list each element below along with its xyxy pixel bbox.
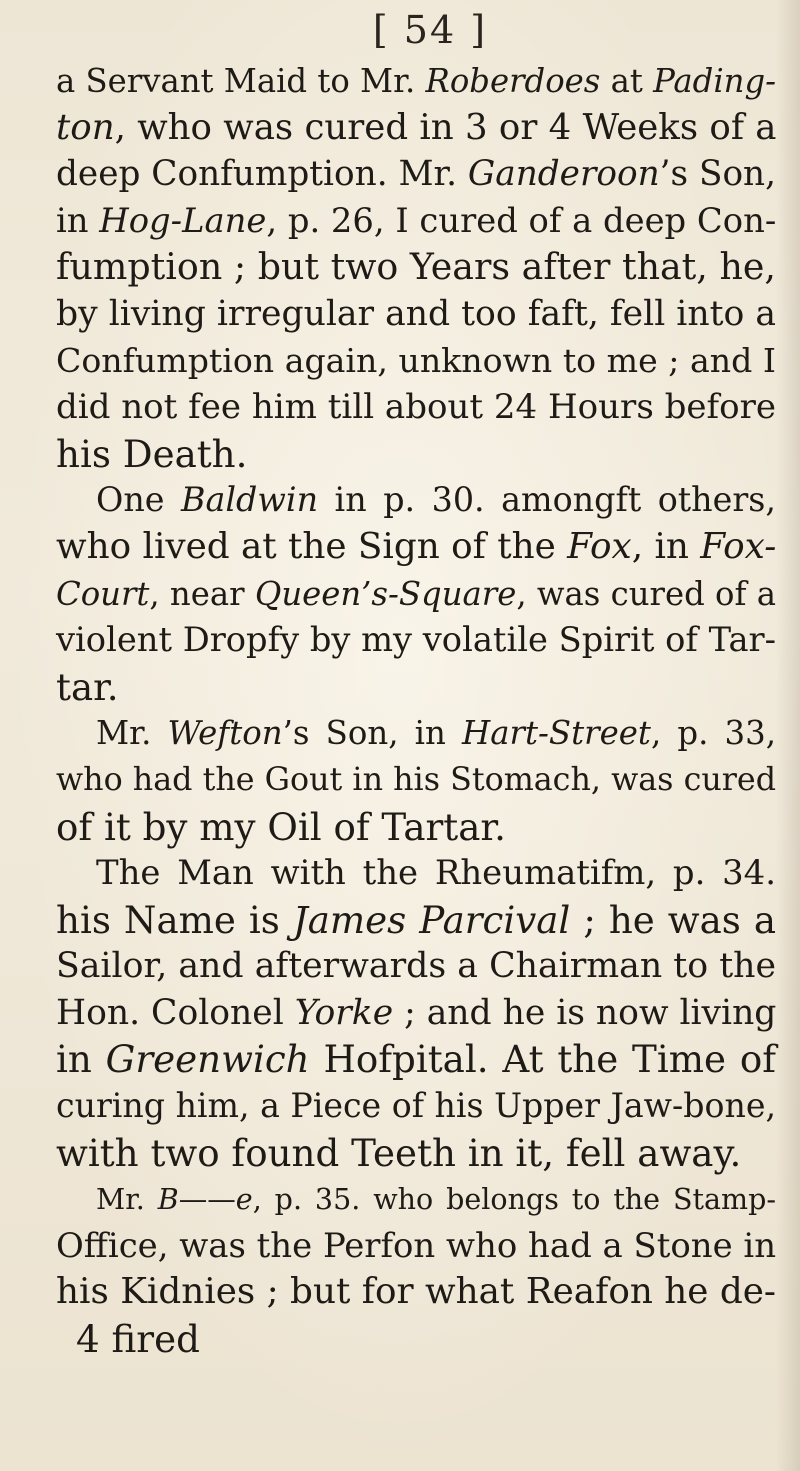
text-segment: Confumption again, unknown to me ; and I (56, 340, 776, 380)
italic-segment: Court (56, 574, 150, 613)
italic-segment: Ganderoon (467, 154, 660, 195)
text-line (56, 58, 776, 105)
text-line (56, 384, 776, 431)
text-segment: in (56, 200, 100, 240)
italic-segment: Yorke (294, 992, 394, 1033)
text-segment: at (600, 62, 654, 100)
text-segment: Hon. Colonel (56, 992, 295, 1033)
text-segment: Sailor, and afterwards a Chairman to the (56, 946, 776, 987)
text-segment: ; and he is now living (393, 992, 777, 1033)
text-segment: , who was cured in 3 or 4 Weeks of a (114, 106, 777, 148)
text-line (56, 804, 776, 851)
text-segment: in (56, 1037, 106, 1082)
text-line (56, 1269, 776, 1316)
text-segment: in p. 30. amongft others, (318, 480, 776, 520)
italic-segment: Fox (567, 525, 632, 567)
italic-segment: Hog-Lane (99, 200, 267, 240)
text-segment: fumption ; but two Years after that, he, (56, 245, 776, 289)
text-segment: of it by my Oil of Tartar. (56, 804, 506, 849)
text-line (56, 198, 776, 245)
italic-segment: Baldwin (181, 480, 319, 520)
text-line (56, 338, 776, 385)
text-segment: curing him, a Piece of his Upper Jaw-bone, (56, 1086, 776, 1126)
text-line (56, 1036, 776, 1083)
text-segment: his Name is (56, 897, 293, 942)
text-line (56, 1130, 776, 1177)
text-line (56, 664, 776, 711)
text-segment: , near (149, 574, 255, 613)
text-segment: did not fee him till about 24 Hours before (56, 387, 776, 428)
page-edge-shadow (776, 0, 800, 1471)
text-segment: ’s Son, (659, 154, 777, 195)
signature-mark: 4 (76, 1317, 100, 1362)
text-segment: with two found Teeth in it, fell away. (56, 1130, 742, 1175)
text-segment: Hofpital. At the Time of (309, 1037, 776, 1082)
italic-segment: Hart-Street (461, 714, 651, 753)
page-number: [ 54 ] (372, 8, 488, 52)
text-line (56, 151, 776, 198)
text-line (56, 990, 776, 1037)
text-line (56, 757, 776, 804)
text-line (56, 105, 776, 152)
text-segment: who had the Gout in his Stomach, was cured (56, 761, 776, 798)
text-segment: , p. 26, I cured of a deep Con- (266, 200, 777, 240)
text-line (56, 571, 776, 618)
catchword: fired (111, 1317, 200, 1362)
text-segment: a Servant Maid to Mr. (56, 62, 426, 100)
text-line (56, 1083, 776, 1130)
page-header (0, 8, 800, 52)
text-line (56, 291, 776, 338)
text-segment: , was cured of a (516, 574, 776, 613)
text-segment: his Death. (56, 431, 248, 476)
italic-segment: Wefton (167, 714, 283, 753)
italic-segment: Queen’s-Square (254, 574, 517, 613)
text-segment: his Kidnies ; but for what Reafon he de- (56, 1271, 776, 1313)
text-segment: who lived at the Sign of the (56, 525, 568, 567)
body-text (56, 58, 776, 1363)
text-segment: —— (178, 1182, 236, 1217)
text-segment: ; he was a (570, 897, 776, 942)
text-segment: deep Confumption. Mr. (56, 154, 468, 195)
italic-segment: Fox- (700, 525, 777, 567)
text-segment: The Man with the Rheumatifm, p. 34. (96, 853, 776, 893)
text-segment: ’s Son, in (282, 714, 462, 753)
text-line (56, 850, 776, 897)
italic-segment: Greenwich (105, 1037, 310, 1082)
text-line (56, 943, 776, 990)
text-line (56, 524, 776, 571)
text-line (56, 244, 776, 291)
italic-segment: B (157, 1182, 179, 1217)
italic-segment: James Parcival (292, 897, 571, 942)
text-segment: violent Dropfy by my volatile Spirit of Tar- (56, 620, 776, 660)
italic-segment: ton (56, 106, 115, 148)
text-segment: , p. 35. who belongs to the Stamp- (252, 1182, 777, 1217)
text-line (56, 1223, 776, 1270)
italic-segment: Roberdoes (425, 62, 601, 100)
text-segment: One (96, 480, 182, 520)
text-segment: tar. (56, 664, 119, 709)
text-segment: Mr. (96, 1182, 158, 1217)
text-line (56, 431, 776, 478)
text-line (56, 617, 776, 664)
italic-segment: Pading- (653, 62, 777, 100)
text-line (56, 477, 776, 524)
text-segment: Office, was the Perfon who had a Stone in (56, 1225, 777, 1265)
italic-segment: e (235, 1182, 253, 1217)
text-line (56, 710, 776, 757)
page-footer (56, 1316, 776, 1363)
text-segment: by living irregular and too faft, fell into a (56, 293, 776, 334)
text-segment: Mr. (96, 714, 168, 753)
text-line (56, 1176, 776, 1223)
text-line (56, 897, 776, 944)
text-segment: , in (631, 525, 701, 567)
text-segment: , p. 33, (650, 714, 776, 753)
